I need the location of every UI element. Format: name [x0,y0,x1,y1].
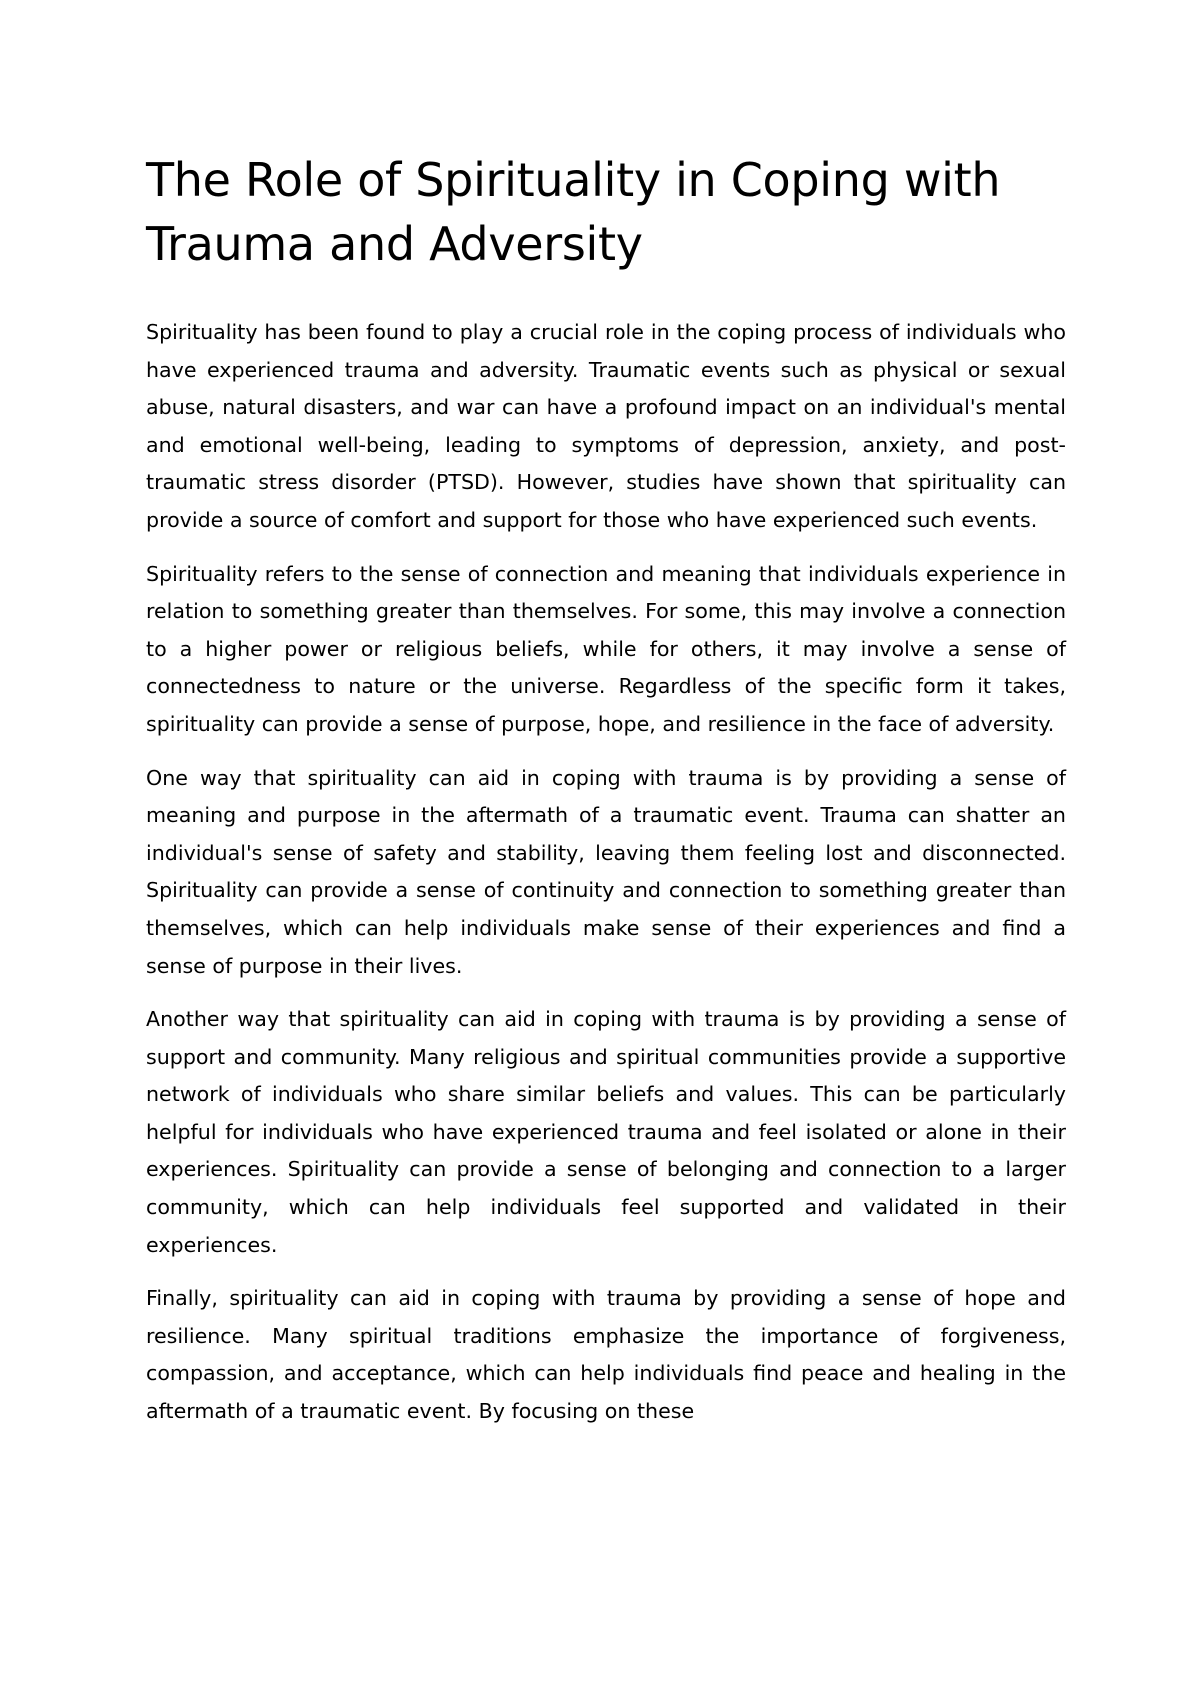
paragraph-3: One way that spirituality can aid in coping with trauma is by providing a sense of meaning and purpose in the aftermath of a traumatic event. Trauma can shatter an individual's sense of safety and stability, leaving them feeling lost and disconnected. Spirituality can provide a sense of continuity and connection to something greater than themselves, which can help individuals make sense of their experiences and find a sense of purpose in their lives. [146,765,1066,978]
document-content [146,148,1066,1447]
paragraph-5: Finally, spirituality can aid in coping with trauma by providing a sense of hope and resilience. Many spiritual traditions emphasize the importance of forgiveness, compassion, and acceptance, which can help individuals find peace and healing in the aftermath of a traumatic event. By focusing on these [146,1286,1066,1424]
document-body [146,314,1066,1431]
paragraph-2: Spirituality refers to the sense of connection and meaning that individuals experience in relation to something greater than themselves. For some, this may involve a connection to a higher power or religious beliefs, while for others, it may involve a sense of connectedness to nature or the universe. Regardless of the specific form it takes, spirituality can provide a sense of purpose, hope, and resilience in the face of adversity. [146,561,1066,736]
paragraph-4: Another way that spirituality can aid in coping with trauma is by providing a sense of support and community. Many religious and spiritual communities provide a supportive network of individuals who share similar beliefs and values. This can be particularly helpful for individuals who have experienced trauma and feel isolated or alone in their experiences. Spirituality can provide a sense of belonging and connection to a larger community, which can help individuals feel supported and validated in their experiences. [146,1007,1066,1257]
paragraph-1: Spirituality has been found to play a crucial role in the coping process of individuals who have experienced trauma and adversity. Traumatic events such as physical or sexual abuse, natural disasters, and war can have a profound impact on an individual's mental and emotional well-being, leading to symptoms of depression, anxiety, and post-traumatic stress disorder (PTSD). However, studies have shown that spirituality can provide a source of comfort and support for those who have experienced such events. [146,320,1066,532]
document-title: The Role of Spirituality in Coping with Trauma and Adversity [146,153,1001,271]
